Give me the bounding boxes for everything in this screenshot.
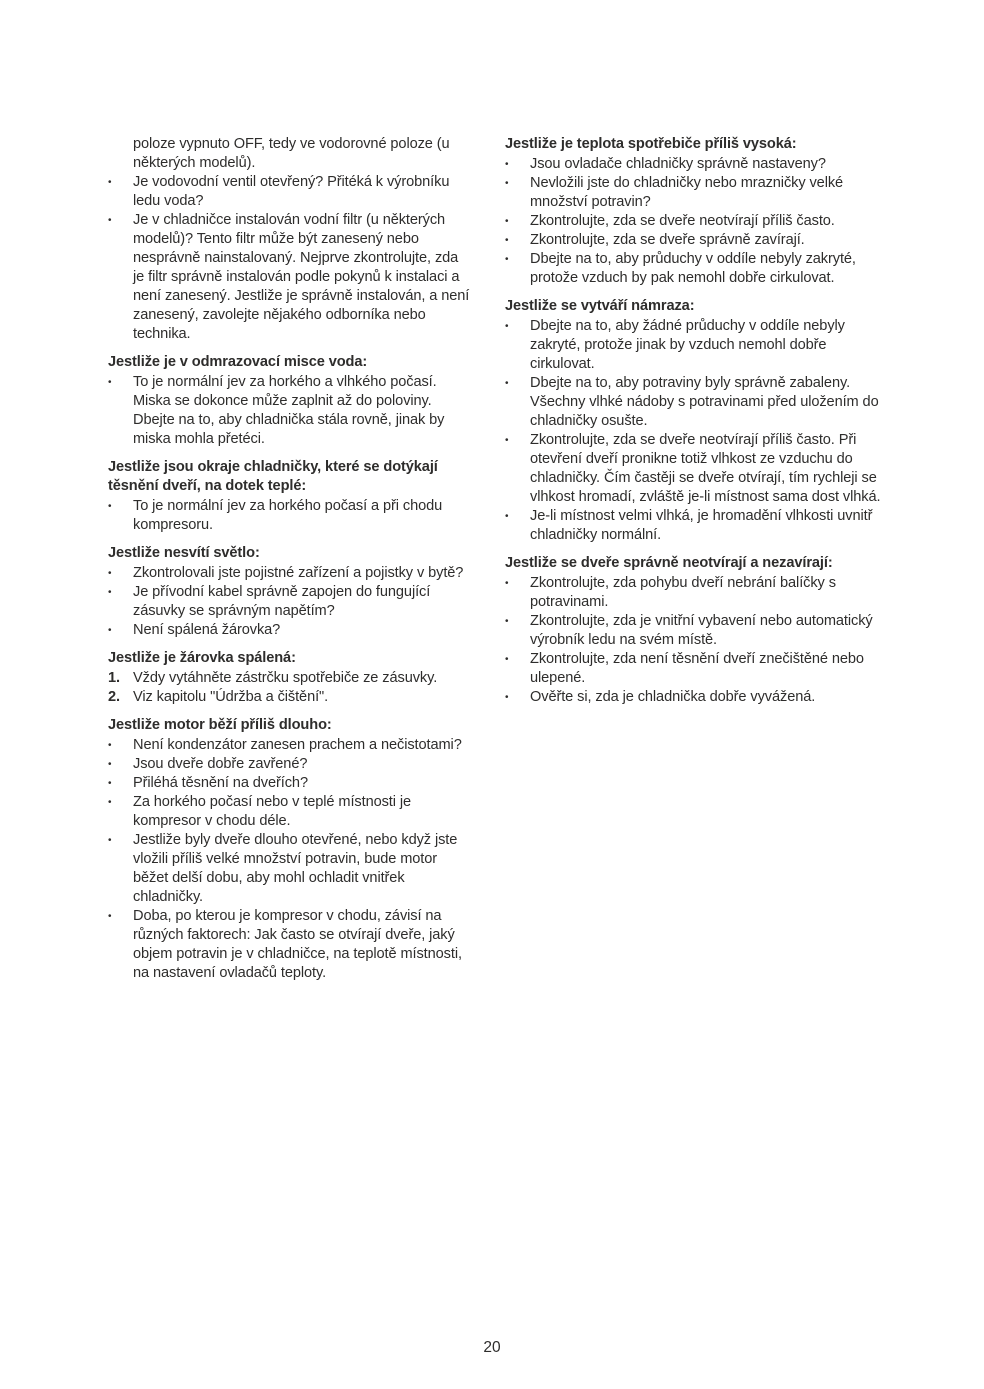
troubleshooting-section: [505, 135, 883, 288]
section-heading: Jestliže jsou okraje chladničky, které se dotýkají těsnění dveří, na dotek teplé:: [108, 459, 438, 494]
bullet-marker: •: [108, 568, 112, 579]
list-item: [505, 155, 883, 174]
section-heading: Jestliže se dveře správně neotvírají a nezavírají:: [505, 555, 833, 571]
bullet-marker: •: [505, 321, 509, 332]
troubleshooting-section: [108, 353, 472, 449]
list-item-text: Vždy vytáhněte zástrčku spotřebiče ze zásuvky.: [133, 670, 438, 686]
page-number: 20: [483, 1339, 501, 1356]
list-item: [108, 564, 472, 583]
bullet-marker: •: [505, 159, 509, 170]
list-item-text: Doba, po kterou je kompresor v chodu, závisí na různých faktorech: Jak často se otvírají dveře, jaký objem potravin je v chladničce, na teplotě místnosti, na nastavení ovladačů teploty.: [133, 908, 462, 981]
list-item-text: Ověřte si, zda je chladnička dobře vyvážená.: [530, 689, 816, 705]
list-item-text: To je normální jev za horkého počasí a při chodu kompresoru.: [133, 498, 443, 533]
list-item-text: Není spálená žárovka?: [133, 622, 281, 638]
list-item-text: poloze vypnuto OFF, tedy ve vodorovné poloze (u některých modelů).: [133, 136, 450, 171]
bullet-marker: •: [505, 254, 509, 265]
list-item-text: Zkontrolujte, zda pohybu dveří nebrání balíčky s potravinami.: [530, 575, 836, 610]
bullet-marker: •: [505, 616, 509, 627]
list-item: [505, 650, 883, 688]
list-item-text: Nevložili jste do chladničky nebo mrazničky velké množství potravin?: [530, 175, 844, 210]
bullet-marker: •: [108, 501, 112, 512]
section-heading: Jestliže se vytváří námraza:: [505, 298, 695, 314]
list-item: [505, 231, 883, 250]
section-heading: Jestliže je teplota spotřebiče příliš vysoká:: [505, 136, 797, 152]
list-item: [505, 250, 883, 288]
bullet-marker: •: [505, 216, 509, 227]
bullet-marker: •: [108, 911, 112, 922]
bullet-marker: •: [108, 778, 112, 789]
bullet-marker: •: [505, 511, 509, 522]
list-item-text: Zkontrolujte, zda se dveře správně zavírají.: [530, 232, 805, 248]
list-item: [108, 907, 472, 983]
troubleshooting-section: [108, 458, 472, 535]
list-item: [505, 612, 883, 650]
continuation-marker: [108, 135, 133, 173]
list-item: [108, 135, 472, 173]
list-item: [505, 688, 883, 707]
list-item-text: Dbejte na to, aby potraviny byly správně zabaleny. Všechny vlhké nádoby s potravinami před uložením do chladničky osušte.: [530, 375, 879, 429]
right-column: [505, 135, 883, 707]
number-marker: 2.: [108, 689, 120, 705]
list-item-text: Zkontrolovali jste pojistné zařízení a pojistky v bytě?: [133, 565, 464, 581]
section-heading: Jestliže motor běží příliš dlouho:: [108, 717, 332, 733]
list-item: [108, 831, 472, 907]
bullet-marker: •: [108, 835, 112, 846]
bullet-marker: •: [108, 177, 112, 188]
list-item-text: Je-li místnost velmi vlhká, je hromadění vlhkosti uvnitř chladničky normální.: [530, 508, 873, 543]
bullet-marker: •: [505, 578, 509, 589]
list-item-text: Zkontrolujte, zda není těsnění dveří znečištěné nebo ulepené.: [530, 651, 864, 686]
list-item-text: Dbejte na to, aby průduchy v oddíle nebyly zakryté, protože vzduch by pak nemohl dobře cirkulovat.: [530, 251, 856, 286]
bullet-marker: •: [108, 797, 112, 808]
list-item-text: Je v chladničce instalován vodní filtr (u některých modelů)? Tento filtr může být zanesený nebo nesprávně nainstalovaný. Nejprve zkontrolujte, zda je filtr správně instalován podle pokynů k instalaci a není zanesený. Jestliže je správně instalován, a není zanesený, zavolejte nějakého odborníka nebo technika.: [133, 212, 470, 342]
list-item-text: Zkontrolujte, zda se dveře neotvírají příliš často. Při otevření dveří pronikne totiž vlhkost ze vzduchu do chladničky. Čím častěji se dveře otvírají, tím rychleji se vlhkost hromadí, zvláště je-li místnost sama dost vlhká.: [530, 432, 881, 505]
list-item: [108, 583, 472, 621]
list-item-text: Přiléhá těsnění na dveřích?: [133, 775, 308, 791]
list-item: [505, 212, 883, 231]
list-item-text: Zkontrolujte, zda je vnitřní vybavení nebo automatický výrobník ledu na svém místě.: [530, 613, 873, 648]
bullet-marker: •: [108, 377, 112, 388]
list-item: [505, 574, 883, 612]
list-item-text: Jestliže byly dveře dlouho otevřené, nebo když jste vložili příliš velké množství potravin, bude motor běžet delší dobu, aby mohl ochladit vnitřek chladničky.: [133, 832, 458, 905]
bullet-marker: •: [108, 625, 112, 636]
bullet-marker: •: [505, 654, 509, 665]
list-item-text: Dbejte na to, aby žádné průduchy v oddíle nebyly zakryté, protože jinak by vzduch nemohl dobře cirkulovat.: [530, 318, 845, 372]
list-item-text: Za horkého počasí nebo v teplé místnosti je kompresor v chodu déle.: [133, 794, 412, 829]
troubleshooting-section: [108, 649, 472, 707]
section-heading: Jestliže je žárovka spálená:: [108, 650, 296, 666]
troubleshooting-section: [505, 297, 883, 545]
bullet-marker: •: [505, 435, 509, 446]
left-column: [108, 135, 472, 983]
list-item-text: To je normální jev za horkého a vlhkého počasí. Miska se dokonce může zaplnit až do poloviny. Dbejte na to, aby chladnička stála rovně, jinak by miska mohla přetéci.: [133, 374, 445, 447]
list-item: [108, 497, 472, 535]
list-item: [505, 374, 883, 431]
list-item: [505, 174, 883, 212]
list-item-text: Je přívodní kabel správně zapojen do fungující zásuvky se správným napětím?: [133, 584, 431, 619]
list-item-text: Jsou ovladače chladničky správně nastaveny?: [530, 156, 826, 172]
list-item: [505, 507, 883, 545]
bullet-marker: •: [108, 587, 112, 598]
list-item: [108, 669, 472, 688]
bullet-marker: •: [108, 740, 112, 751]
list-item: [108, 688, 472, 707]
bullet-marker: •: [505, 378, 509, 389]
list-item: [108, 755, 472, 774]
list-item: [108, 621, 472, 640]
list-item: [108, 774, 472, 793]
list-item-text: Není kondenzátor zanesen prachem a nečistotami?: [133, 737, 462, 753]
list-item: [108, 173, 472, 211]
list-item: [108, 793, 472, 831]
section-heading: Jestliže je v odmrazovací misce voda:: [108, 354, 368, 370]
number-marker: 1.: [108, 670, 120, 686]
section-heading: Jestliže nesvítí světlo:: [108, 545, 260, 561]
list-item-text: Jsou dveře dobře zavřené?: [133, 756, 308, 772]
list-item: [505, 431, 883, 507]
list-item: [505, 317, 883, 374]
bullet-marker: •: [505, 692, 509, 703]
list-item: [108, 736, 472, 755]
troubleshooting-section: [505, 554, 883, 707]
bullet-marker: •: [505, 235, 509, 246]
bullet-marker: •: [108, 759, 112, 770]
bullet-marker: •: [505, 178, 509, 189]
list-item-text: Je vodovodní ventil otevřený? Přitéká k výrobníku ledu voda?: [133, 174, 450, 209]
list-item-text: Zkontrolujte, zda se dveře neotvírají příliš často.: [530, 213, 835, 229]
list-item-text: Viz kapitolu "Údržba a čištění".: [133, 689, 329, 705]
list-item: [108, 373, 472, 449]
troubleshooting-section: [108, 716, 472, 983]
troubleshooting-section: [108, 544, 472, 640]
list-item: [108, 211, 472, 344]
troubleshooting-section: [108, 135, 472, 344]
bullet-marker: •: [108, 215, 112, 226]
